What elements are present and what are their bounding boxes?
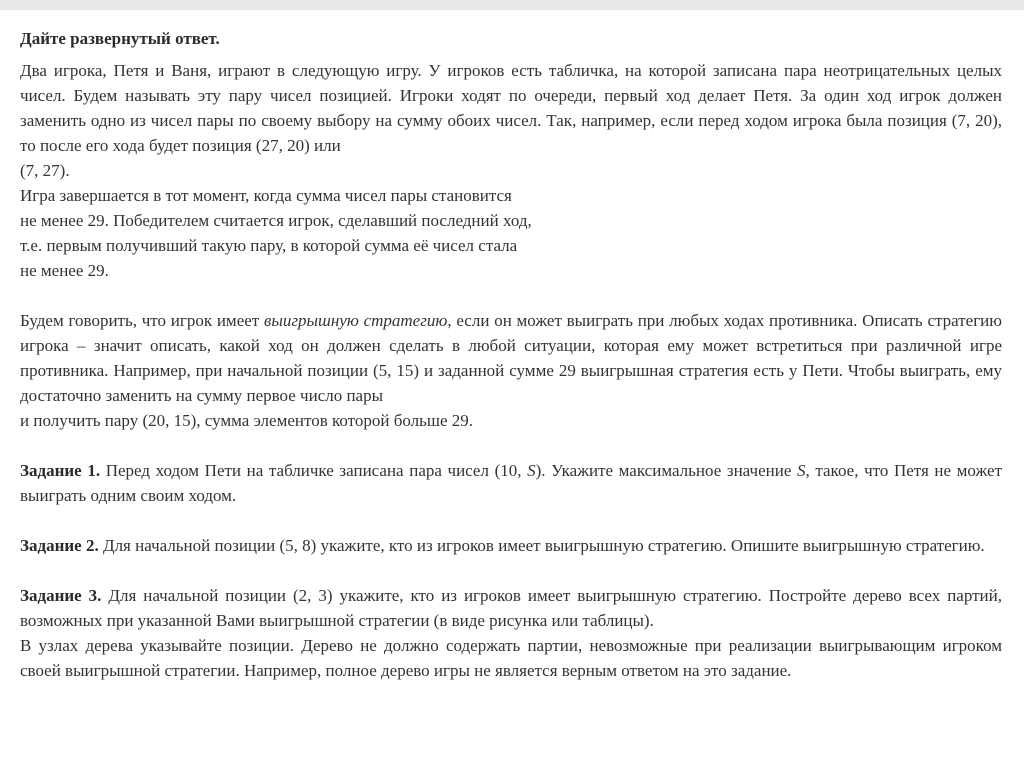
strategy-definition bbox=[20, 308, 1002, 408]
task-3-label: Задание 3. bbox=[20, 586, 102, 605]
task-1-text-b: ). Укажите максимальное значение bbox=[535, 461, 797, 480]
game-description-text: Два игрока, Петя и Ваня, играют в следующую игру. У игроков есть табличка, на которой записана пара неотрицательных целых чисел. Будем называть эту пару чисел позицией. Игроки ходят по очереди, первый ход делает Петя. За один ход игрок должен заменить одно из чисел пары по своему выбору на сумму обоих чисел. Так, например, если перед ходом игрока была позиция (7, 20), то после его хода будет позиция (27, 20) или bbox=[20, 61, 1002, 155]
end-condition-line-2: не менее 29. Победителем считается игрок, сделавший последний ход, bbox=[20, 211, 532, 230]
task-3 bbox=[20, 583, 1002, 633]
task-2 bbox=[20, 533, 1002, 558]
variable-s: S bbox=[527, 461, 536, 480]
game-description-tail: (7, 27). bbox=[20, 161, 70, 180]
spacer bbox=[20, 508, 1002, 533]
task-1-text-c: , такое, что Петя не может выиграть одним своим ходом. bbox=[20, 461, 1002, 505]
game-description bbox=[20, 58, 1002, 158]
variable-s: S bbox=[797, 461, 806, 480]
strategy-definition-tail: и получить пару (20, 15), сумма элементов которой больше 29. bbox=[20, 411, 473, 430]
task-3-text: Для начальной позиции (2, 3) укажите, кто из игроков имеет выигрышную стратегию. Постройте дерево всех партий, возможных при указанной Вами выигрышной стратегии (в виде рисунка или таблицы). bbox=[20, 586, 1002, 630]
end-condition-line-4: не менее 29. bbox=[20, 261, 109, 280]
task-3-note: В узлах дерева указывайте позиции. Дерево не должно содержать партии, невозможные при реализации выигрывающим игроком своей выигрышной стратегии. Например, полное дерево игры не является верным ответом на это задание. bbox=[20, 636, 1002, 680]
spacer bbox=[20, 283, 1002, 308]
instruction-heading: Дайте развернутый ответ. bbox=[20, 29, 220, 48]
top-bar bbox=[0, 0, 1024, 10]
problem-text bbox=[0, 28, 1024, 683]
task-2-text: Для начальной позиции (5, 8) укажите, кто из игроков имеет выигрышную стратегию. Опишите выигрышную стратегию. bbox=[98, 536, 985, 555]
winning-strategy-term: выигрышную стратегию bbox=[263, 311, 448, 330]
task-1-label: Задание 1. bbox=[20, 461, 101, 480]
strategy-text-end: , если он может выиграть при любых ходах противника. Описать стратегию игрока – значит описать, какой ход он должен сделать в любой ситуации, которая ему может встретиться при различной игре противника. Например, при начальной позиции (5, 15) и заданной сумме 29 выигрышная стратегия есть у Пети. Чтобы выиграть, ему достаточно заменить на сумму первое число пары bbox=[20, 311, 1002, 405]
strategy-text-start: Будем говорить, что игрок имеет bbox=[20, 311, 264, 330]
task-2-label: Задание 2. bbox=[20, 536, 99, 555]
task-1 bbox=[20, 458, 1002, 508]
spacer bbox=[20, 433, 1002, 458]
end-condition-line-3: т.е. первым получивший такую пару, в которой сумма её чисел стала bbox=[20, 236, 518, 255]
spacer bbox=[20, 558, 1002, 583]
task-1-text-a: Перед ходом Пети на табличке записана пара чисел (10, bbox=[100, 461, 528, 480]
end-condition-line-1: Игра завершается в тот момент, когда сумма чисел пары становится bbox=[20, 186, 512, 205]
